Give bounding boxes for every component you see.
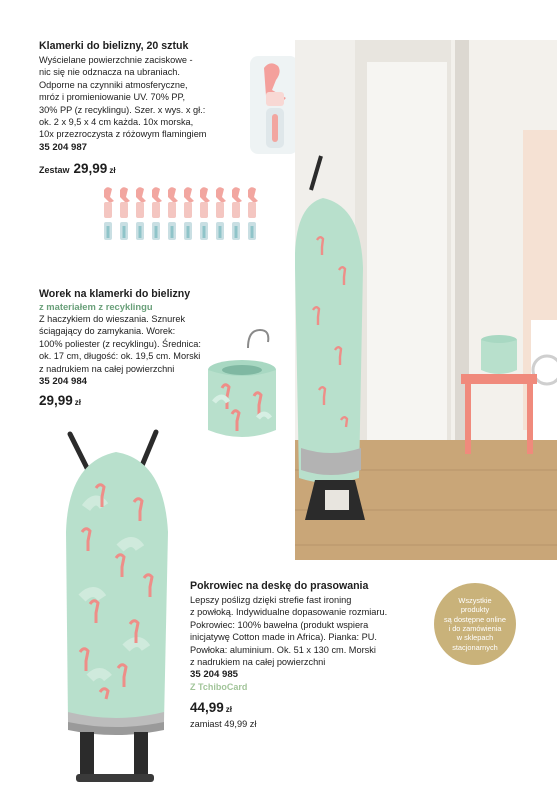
product-sku: 35 204 987 [39,141,88,153]
peg-bag-image [198,322,278,446]
product-description: Z haczykiem do wieszania. Sznurek ściągający do zamykania. Worek: 100% poliester (z recyklingu). Średnica: ok. 17 cm, długość: ok. 19,5 cm. Morski z nadrukiem na całej powierzchni [39,314,201,374]
product-price: 44,99 zł [190,700,233,716]
product-sku: 35 204 985 [190,669,239,681]
clothespin-closeup-image [246,52,302,158]
price-label: Zestaw [39,164,70,175]
product-title: Klamerki do bielizny, 20 sztuk [39,40,189,52]
product-description: Wyścielane powierzchnie zaciskowe - nic się nie odznacza na ubraniach. Odporne na czynniki atmosferyczne, mróz i promieniowanie UV. 70% PP, 30% PP (z recyklingu). Szer. x wys. x gł.: ok. 2 x 9,5 x 4 cm każda. 10x morska, 10x przezroczysta z różowym flamingiem [39,55,207,140]
product-description: Lepszy poślizg dzięki strefie fast ironing z powłoką. Indywidualne dopasowanie rozmiaru. Pokrowiec: 100% bawełna (produkt wspiera inicjatywę Cotton made in Africa). Pianka: PU. Powłoka: aluminium. Ok. 51 x 130 cm. Morski z nadrukiem na całej powierzchni [190,595,388,668]
room-photo [295,40,557,560]
product-title: Pokrowiec na deskę do prasowania [190,580,369,592]
product-title: Worek na klamerki do bielizny [39,288,191,300]
product-price: Zestaw 29,99 zł [39,160,116,176]
clothespins-set-image [100,184,260,246]
old-price: zamiast 49,99 zł [190,719,257,730]
product-price: 29,99 zł [39,393,82,409]
product-ironing-cover [190,580,420,729]
product-subtitle: z materiałem z recyklingu [39,301,153,312]
tchibocard-note: Z TchiboCard [190,682,248,693]
ironing-board-image [56,428,174,788]
product-clothespins [39,40,249,178]
product-sku: 35 204 984 [39,376,88,388]
availability-badge: Wszystkie produkty są dostępne online i do zamówienia w sklepach stacjonarnych [434,583,516,665]
